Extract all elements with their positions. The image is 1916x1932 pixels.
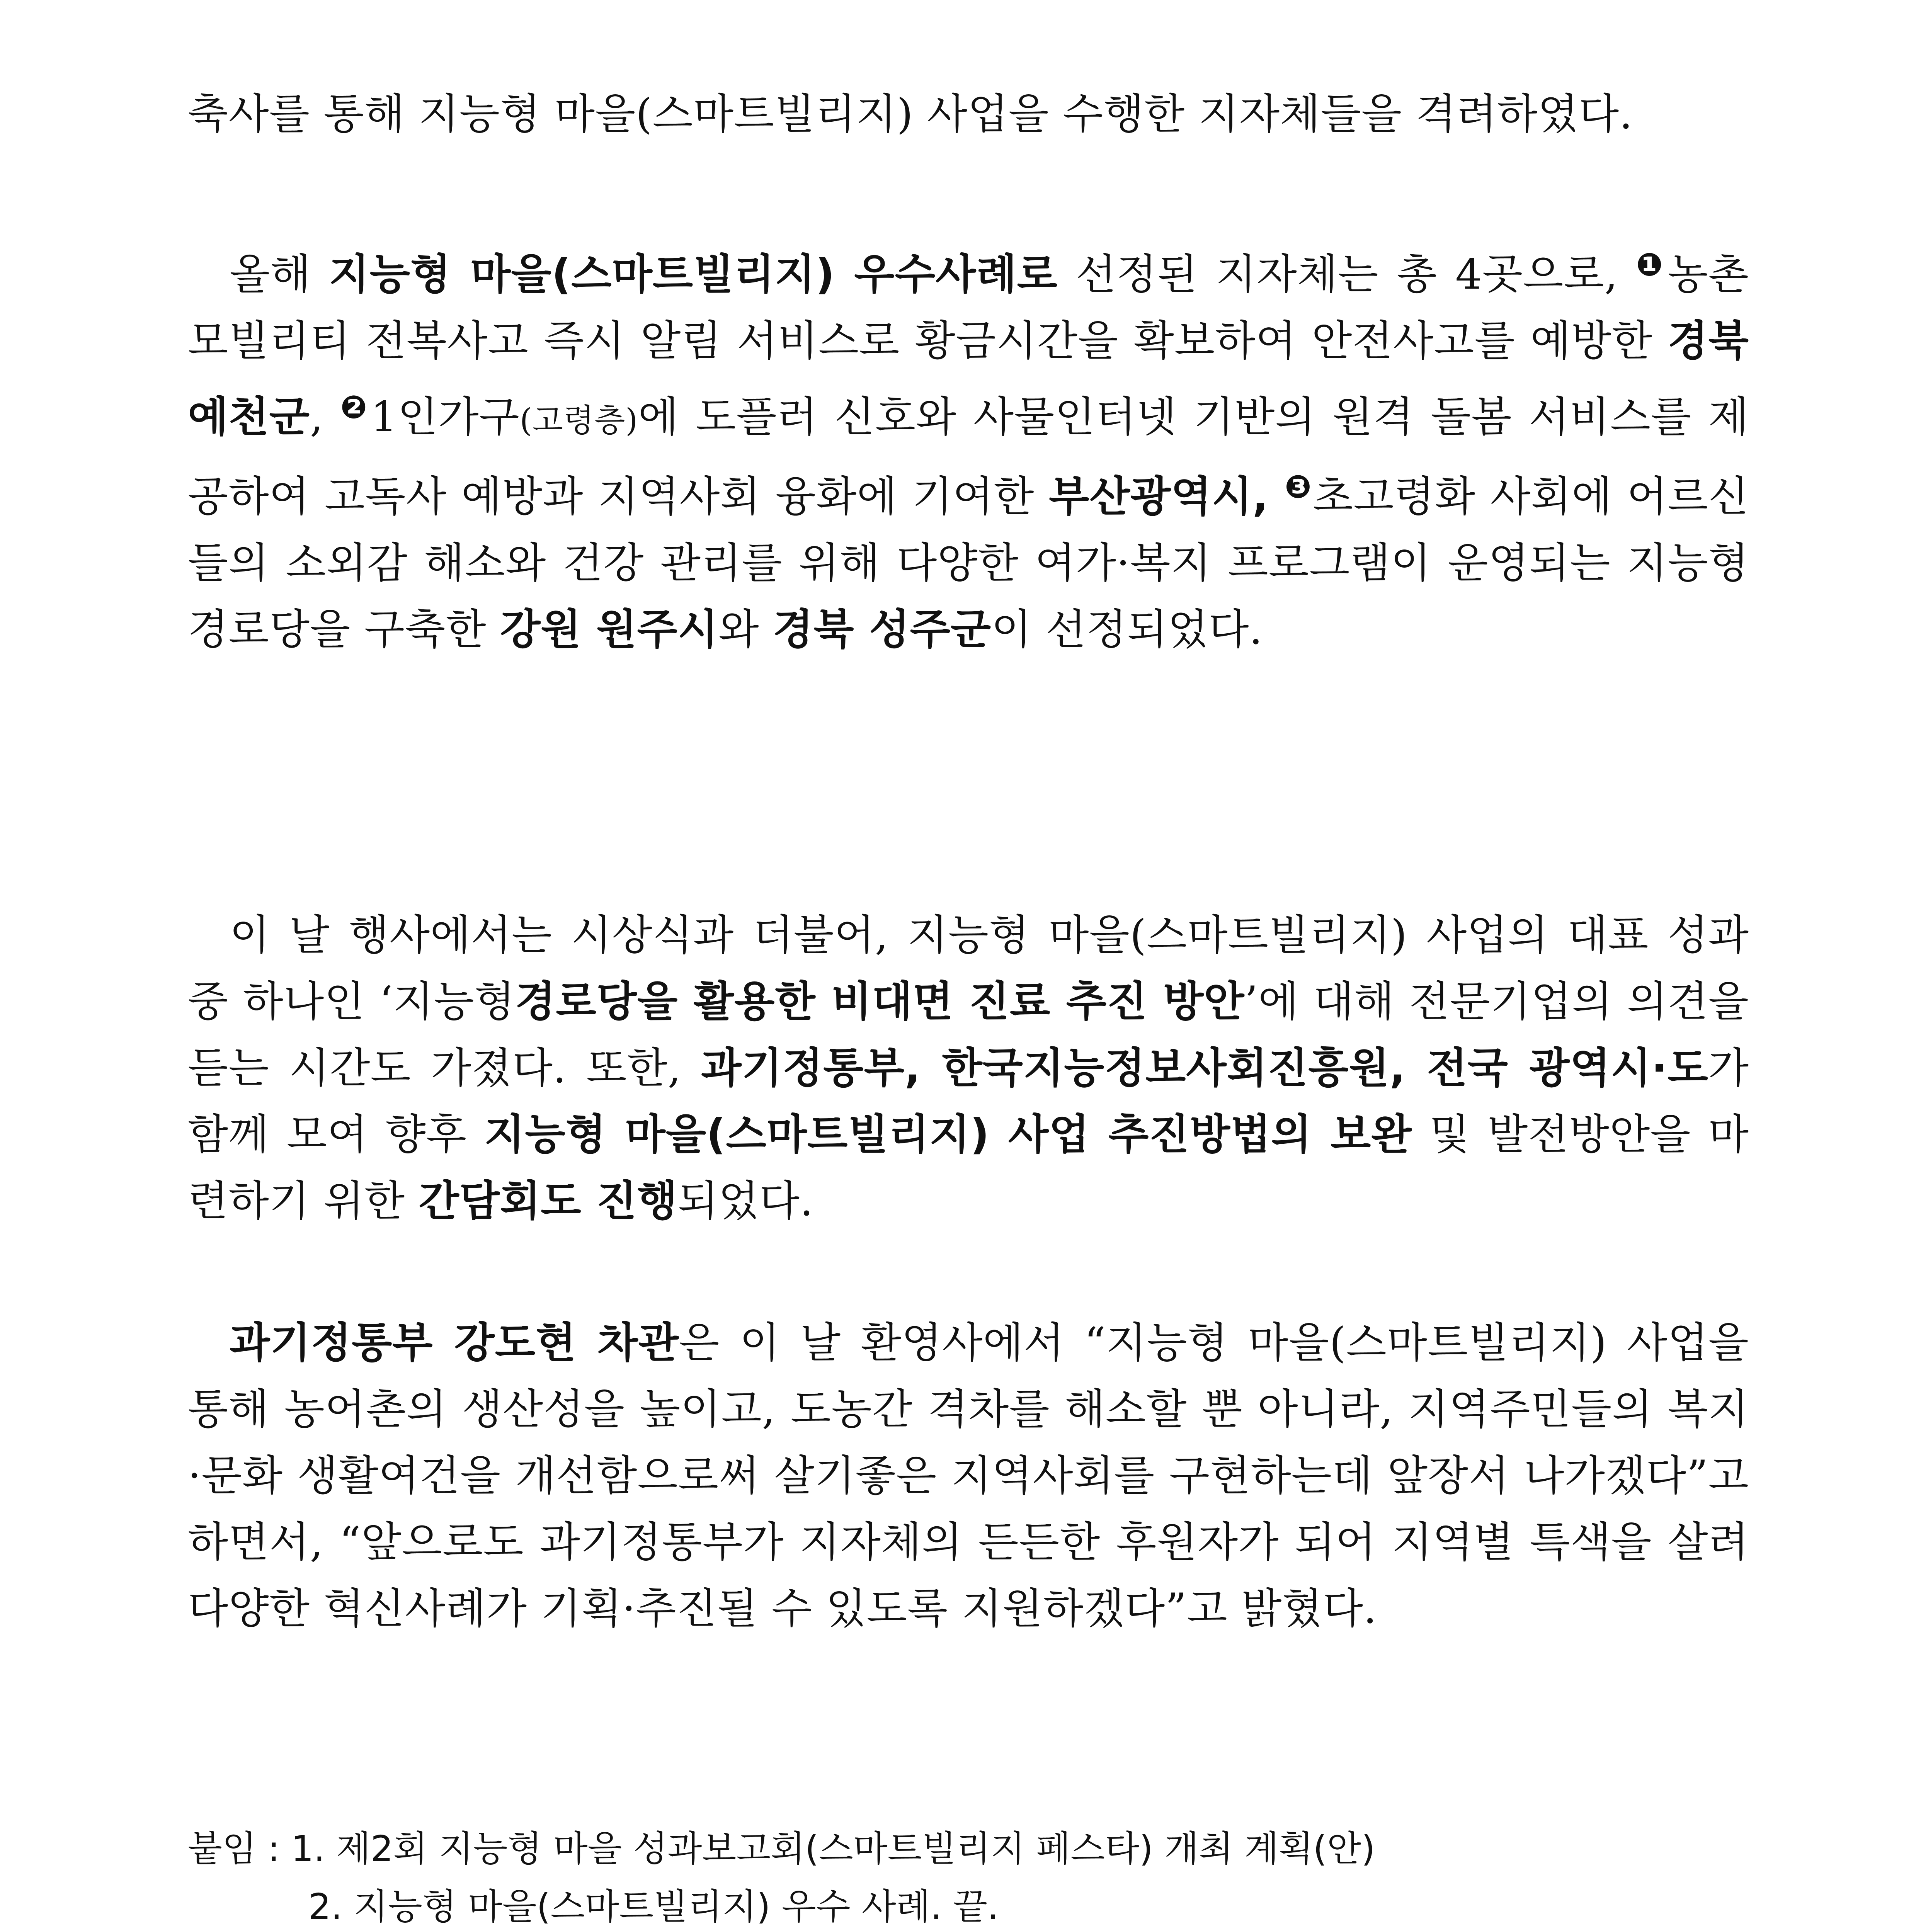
bold-text: 경북 예천군 [188,317,1749,441]
circled-number-2: ❷ [340,389,371,426]
attachment-line-2: 2. 지능형 마을(스마트빌리지) 우수 사례. 끝. [308,1886,999,1927]
circled-number-3: ❸ [1285,469,1313,505]
bold-text: 강원 원주시 [500,605,719,654]
circled-number-1: ❶ [1636,247,1668,283]
bold-text: 지능형 마을(스마트빌리지) 우수사례로 [329,250,1058,299]
bold-text: 경로당을 활용한 비대면 진료 추진 방안 [515,978,1245,1026]
paragraph-text: 축사를 통해 지능형 마을(스마트빌리지) 사업을 수행한 지자체들을 격려하였다. [188,90,1633,138]
paragraph-best-cases: 올해 지능형 마을(스마트빌리지) 우수사례로 선정된 지자체는 총 4곳으로, $^❶$농촌 모빌리티 전복사고 즉시 알림 서비스로 황금시간을 확보하여 안전사고를 예방한 경북 예천군, $^❷$1인가구(고령층)에 도플러 신호와 사물인터넷 기반의 원격 돌봄 서비스를 제공하여 고독사 예방과 지역사회 융화에 기여한 부산광역시, $^❸$초고령화 사회에 어르신들의 소외감 해소와 건강 관리를 위해 다양한 여가·복지 프로그램이 운영되는 지능형경로당을 구축한 강원 원주시와 경북 성주군이 선정되었다. [188,247,1749,654]
bold-text: 과기정통부 강도현 차관 [230,1319,679,1367]
bold-text: 과기정통부, 한국지능정보사회진흥원, 전국 광역시·도 [701,1044,1708,1092]
attachment-line-1: 붙임 : 1. 제2회 지능형 마을 성과보고회(스마트빌리지 페스타) 개최 계획(안) [188,1828,1375,1869]
paragraph-intro-tail [188,81,1749,148]
bold-text: 지능형 마을(스마트빌리지) 사업 추진방법의 보완 [484,1111,1412,1159]
bold-text: 간담회도 진행 [419,1177,678,1225]
paragraph-event: 이 날 행사에서는 시상식과 더불어, 지능형 마을(스마트빌리지) 사업의 대표 성과 중 하나인 ‘지능형경로당을 활용한 비대면 진료 추진 방안’에 대해 전문기업의 의견을 듣는 시간도 가졌다. 또한, 과기정통부, 한국지능정보사회진흥원, 전국 광역시·도가 함께 모여 향후 지능형 마을(스마트빌리지) 사업 추진방법의 보완 및 발전방안을 마련하기 위한 간담회도 진행되었다. [188,911,1749,1225]
bold-text: 부산광역시, [1049,473,1285,521]
paragraph-vice-minister: 과기정통부 강도현 차관은 이 날 환영사에서 “지능형 마을(스마트빌리지) 사업을 통해 농어촌의 생산성을 높이고, 도농간 격차를 해소할 뿐 아니라, 지역주민들의 복지·문화 생활여건을 개선함으로써 살기좋은 지역사회를 구현하는데 앞장서 나가겠다”고 하면서, “앞으로도 과기정통부가 지자체의 든든한 후원자가 되어 지역별 특색을 살려 다양한 혁신사례가 기획·추진될 수 있도록 지원하겠다”고 밝혔다. [188,1319,1749,1633]
bold-text: 경북 성주군 [773,605,992,654]
attachments [188,1820,1375,1932]
